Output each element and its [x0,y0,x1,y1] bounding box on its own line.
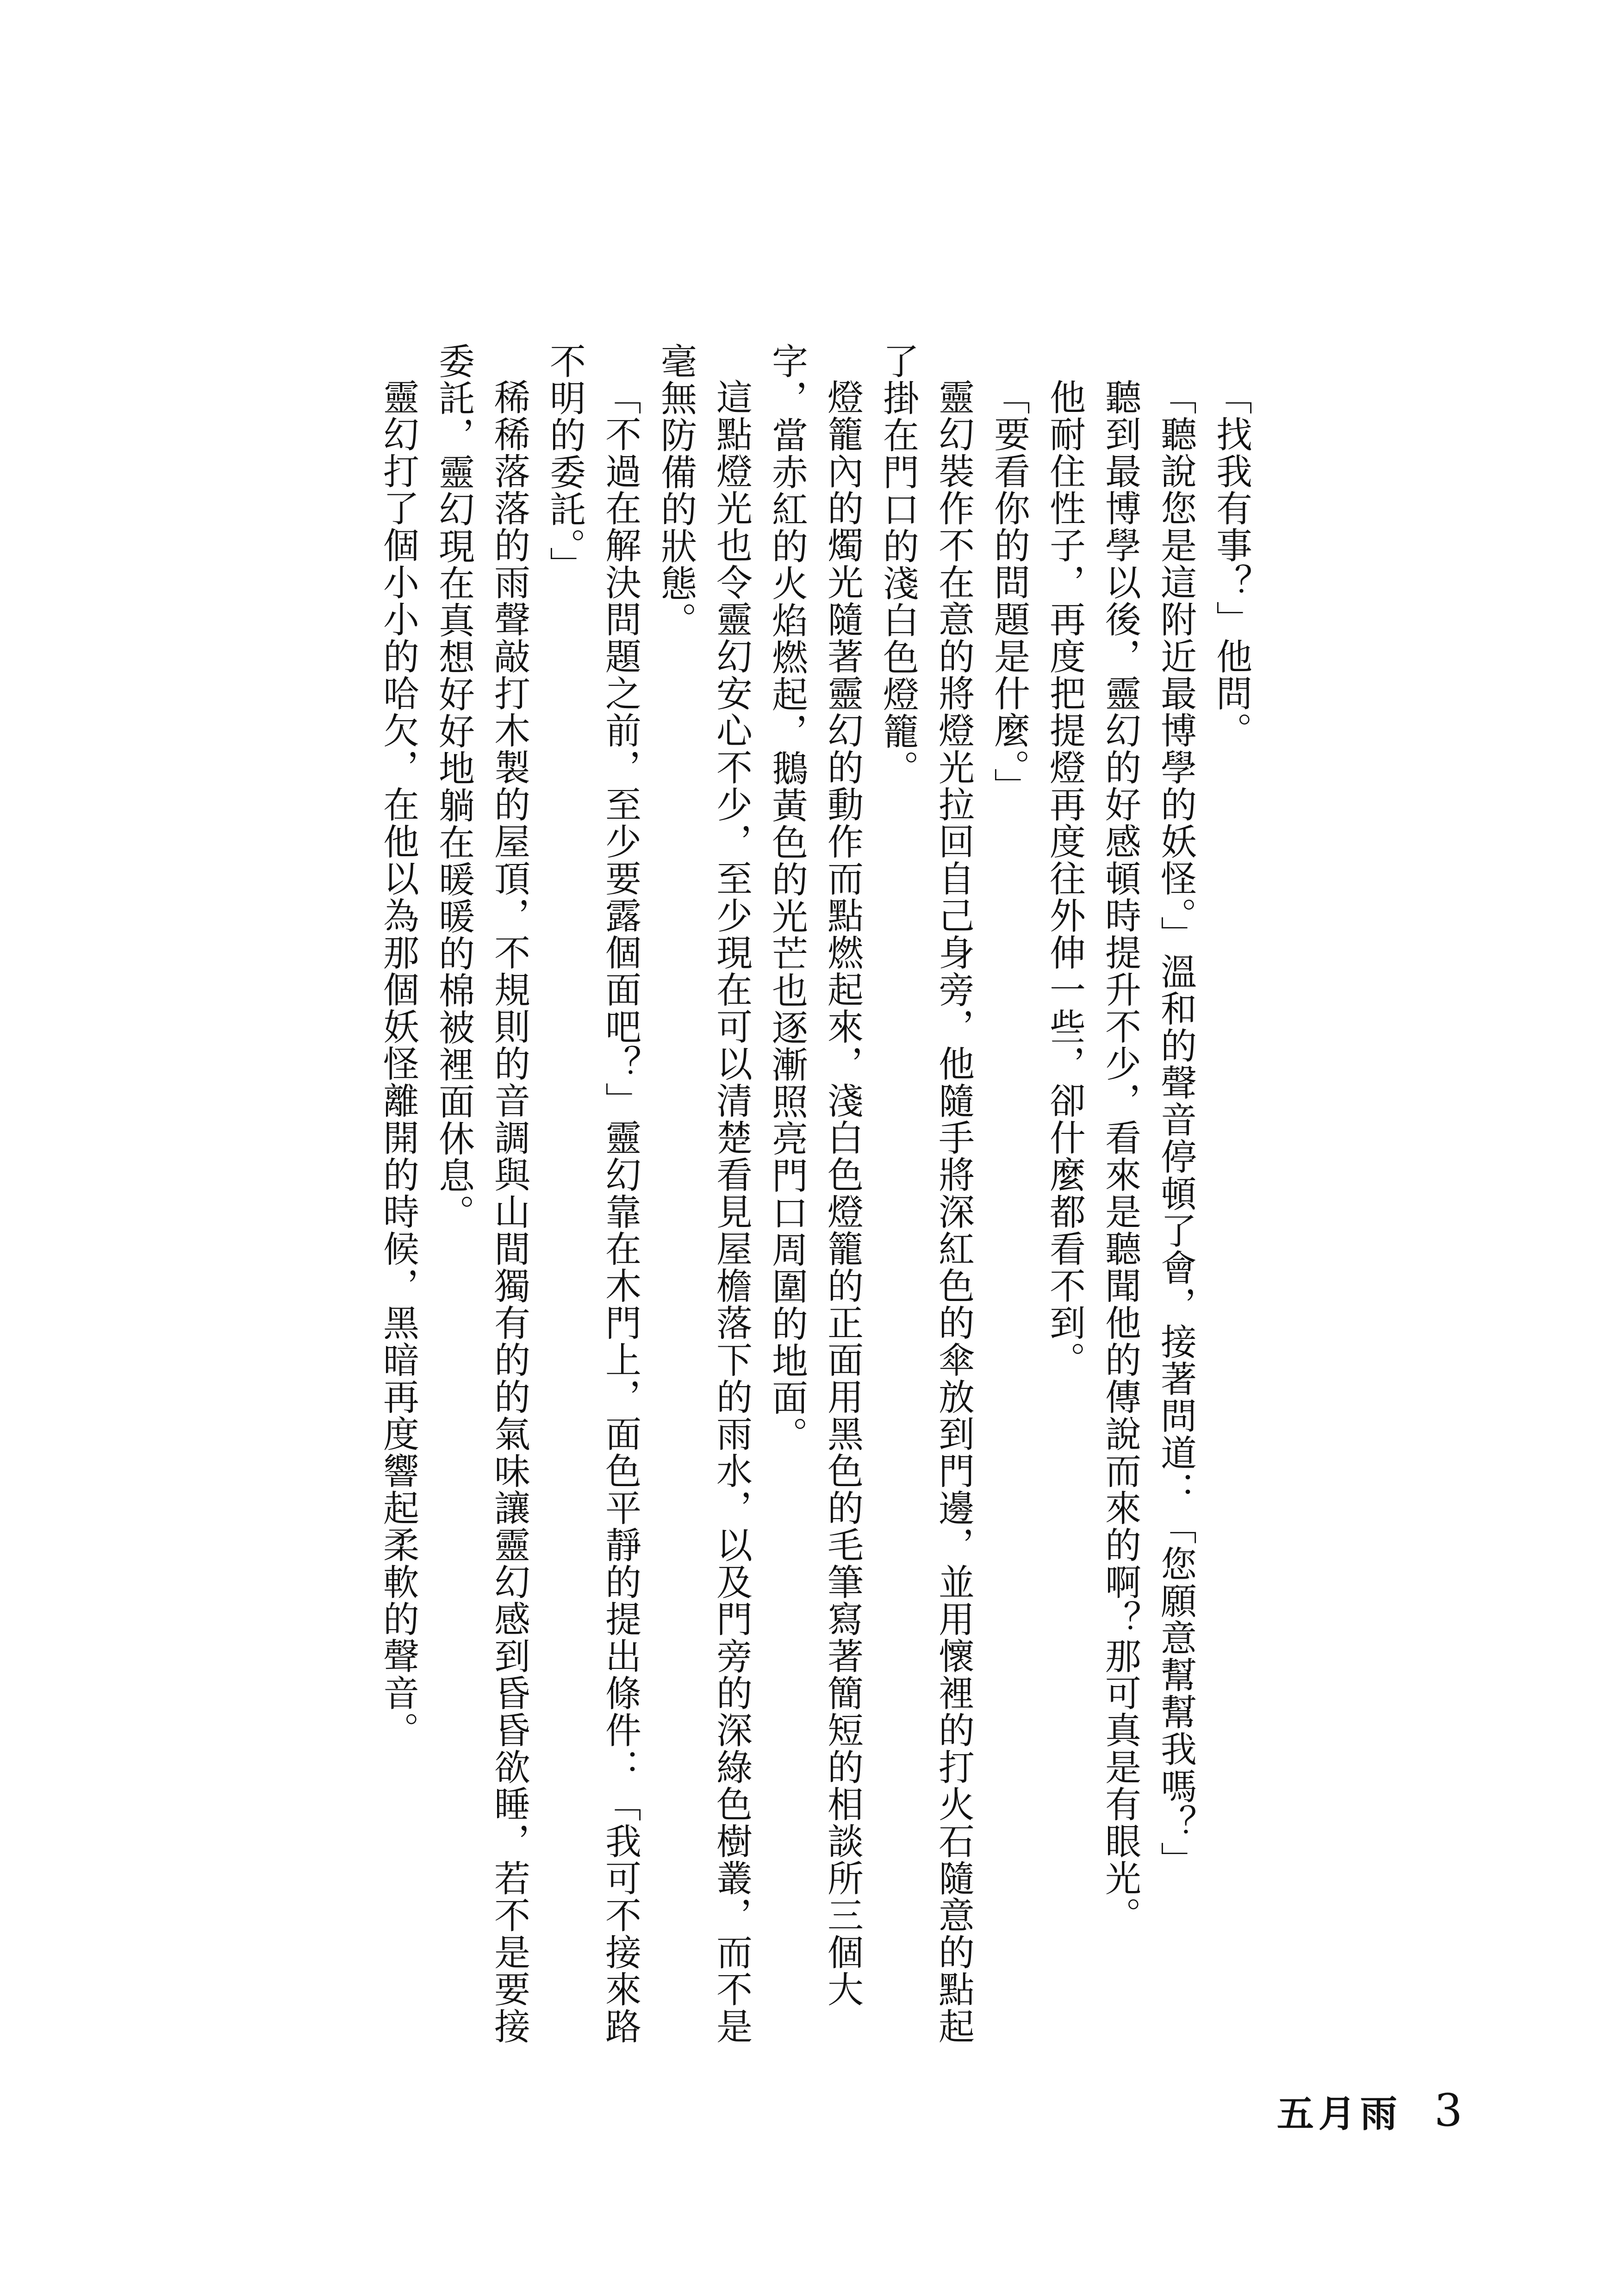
paragraph-9: 「不過在解決問題之前，至少要露個面吧？」靈幻靠在木門上，面色平靜的提出條件：「我可不接來路不明的委託。」 [544,342,641,2045]
book-title: 五月雨 [1276,2091,1402,2135]
paragraph-7: 燈籠內的燭光隨著靈幻的動作而點燃起來，淺白色燈籠的正面用黑色的毛筆寫著簡短的相談所三個大字，當赤紅的火焰燃起，鵝黃色的光芒也逐漸照亮門口周圍的地面。 [766,342,863,2008]
paragraph-8: 這點燈光也令靈幻安心不少，至少現在可以清楚看見屋檐落下的雨水，以及門旁的深綠色樹叢，而不是毫無防備的狀態。 [655,342,752,2045]
page-footer [1203,2083,1462,2138]
paragraph-5: 「要看你的問題是什麼。」 [988,379,1030,805]
vertical-text-body [241,342,1259,2055]
paragraph-4: 他耐住性子，再度把提燈再度往外伸一些，卻什麼都看不到。 [1044,379,1085,1378]
paragraph-6: 靈幻裝作不在意的將燈光拉回自己身旁，他隨手將深紅色的傘放到門邊，並用懷裡的打火石隨意的點起了掛在門口的淺白色燈籠。 [877,342,974,2045]
paragraph-11: 靈幻打了個小小的哈欠，在他以為那個妖怪離開的時候，黑暗再度響起柔軟的聲音。 [377,379,419,1748]
paragraph-1: 「找我有事？」他問。 [1210,379,1252,749]
page-number: 3 [1434,2084,1462,2136]
paragraph-3: 聽到最博學以後，靈幻的好感頓時提升不少，看來是聽聞他的傳說而來的啊？那可真是有眼光。 [1099,379,1141,1934]
paragraph-2: 「聽說您是這附近最博學的妖怪。」溫和的聲音停頓了會，接著問道：「您願意幫幫我嗎？」 [1155,379,1196,1879]
paragraph-10: 稀稀落落的雨聲敲打木製的屋頂，不規則的音調與山間獨有的的氣味讓靈幻感到昏昏欲睡，若不是要接委託，靈幻現在真想好好地躺在暖暖的棉被裡面休息。 [433,342,530,2045]
